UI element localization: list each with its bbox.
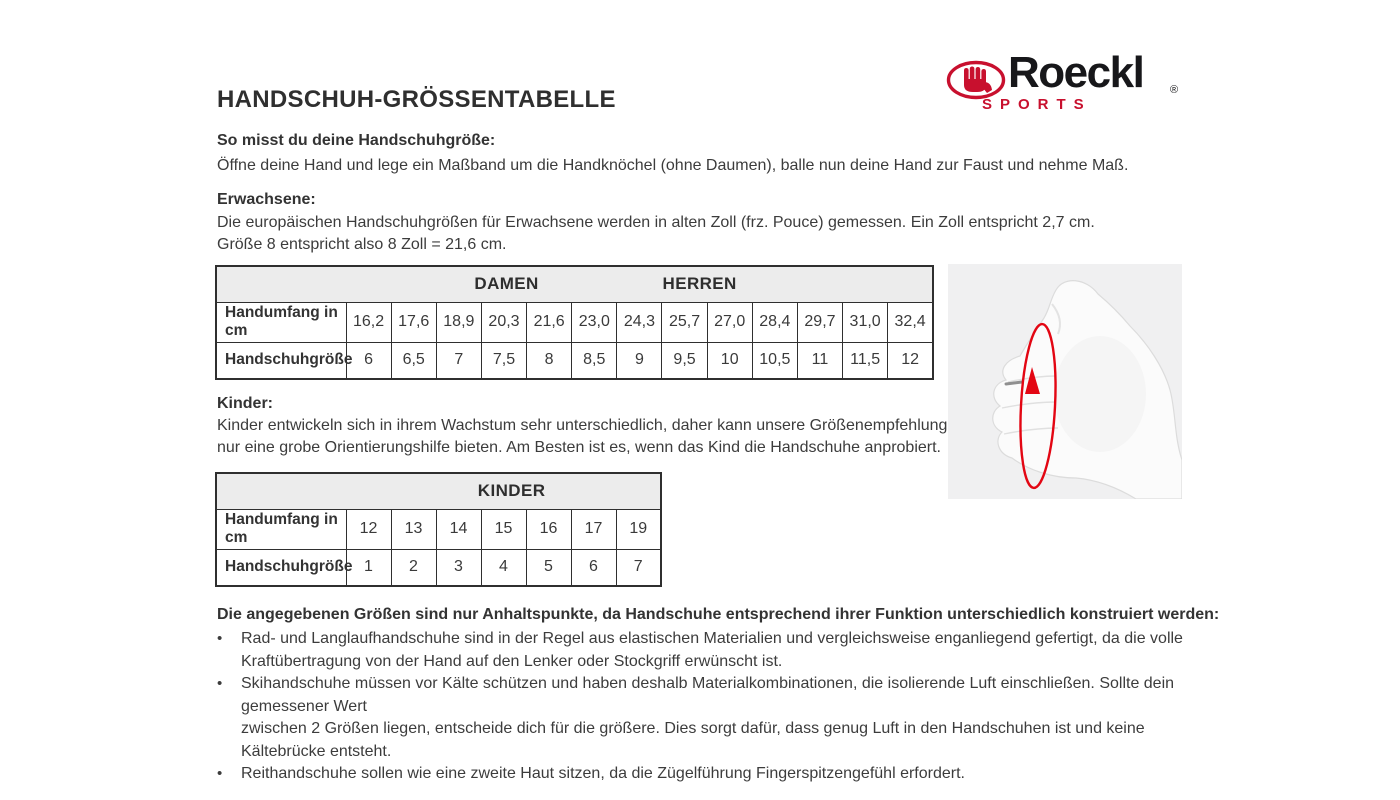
table-cell: 9 bbox=[617, 342, 662, 379]
table-cell: 12 bbox=[346, 509, 391, 549]
table-cell: 18,9 bbox=[436, 302, 481, 342]
adult-size-row bbox=[216, 342, 933, 379]
table-cell: 8 bbox=[527, 342, 572, 379]
bullet-1-line-2: Kraftübertragung von der Hand auf den Lenker oder Stockgriff erwünscht ist. bbox=[241, 652, 783, 670]
table-cell: 25,7 bbox=[662, 302, 707, 342]
adult-table-group-header-row bbox=[216, 266, 933, 302]
bullet-1-line-1: Rad- und Langlaufhandschuhe sind in der Regel aus elastischen Materialien und vergleichsweise enganliegend gefertigt, da die volle bbox=[241, 630, 1183, 647]
table-cell: 5 bbox=[526, 549, 571, 586]
table-cell: 3 bbox=[436, 549, 481, 586]
bullet-icon: • bbox=[217, 675, 223, 692]
kids-size-row bbox=[216, 549, 661, 586]
kids-circumference-row bbox=[216, 509, 661, 549]
table-cell: 16,2 bbox=[346, 302, 391, 342]
table-cell: 28,4 bbox=[752, 302, 797, 342]
page-title: HANDSCHUH-GRÖSSENTABELLE bbox=[217, 86, 616, 113]
bullet-3-line-1: Reithandschuhe sollen wie eine zweite Haut sitzen, da die Zügelführung Fingerspitzengefühl erfordert. bbox=[241, 765, 965, 782]
adult-circumference-row bbox=[216, 302, 933, 342]
adult-size-label: Handschuhgröße bbox=[216, 342, 346, 379]
table-cell: 6 bbox=[346, 342, 391, 379]
adult-table-group-header-cell bbox=[216, 266, 933, 302]
kids-size-table bbox=[215, 472, 662, 587]
table-cell: 20,3 bbox=[481, 302, 526, 342]
table-cell: 8,5 bbox=[572, 342, 617, 379]
table-cell: 9,5 bbox=[662, 342, 707, 379]
table-cell: 29,7 bbox=[797, 302, 842, 342]
bullet-2-line-2: zwischen 2 Größen liegen, entscheide dich für die größere. Dies sorgt dafür, dass genug Luft in den Handschuhen ist und keine Kältebrücke entsteht. bbox=[241, 720, 1145, 760]
table-cell: 13 bbox=[391, 509, 436, 549]
table-cell: 7 bbox=[616, 549, 661, 586]
table-cell: 21,6 bbox=[527, 302, 572, 342]
bullet-icon: • bbox=[217, 630, 223, 647]
table-cell: 24,3 bbox=[617, 302, 662, 342]
table-cell: 4 bbox=[481, 549, 526, 586]
roeckl-hand-oval-icon bbox=[946, 60, 1006, 100]
list-item bbox=[217, 763, 1217, 786]
damen-group-header: DAMEN bbox=[474, 274, 539, 294]
kids-table-group-header-cell bbox=[216, 473, 661, 509]
adult-size-table bbox=[215, 265, 934, 380]
table-cell: 6,5 bbox=[391, 342, 436, 379]
bullet-icon: • bbox=[217, 765, 223, 782]
notes-heading: Die angegebenen Größen sind nur Anhaltspunkte, da Handschuhe entsprechend ihrer Funktion unterschiedlich konstruiert werden: bbox=[217, 606, 1220, 623]
kids-heading: Kinder: bbox=[217, 395, 273, 412]
kinder-group-header: KINDER bbox=[477, 481, 546, 501]
notes-bullet-list bbox=[217, 628, 1217, 786]
table-cell: 14 bbox=[436, 509, 481, 549]
table-cell: 19 bbox=[616, 509, 661, 549]
list-item bbox=[217, 673, 1217, 763]
kids-table-group-header-row bbox=[216, 473, 661, 509]
table-cell: 16 bbox=[526, 509, 571, 549]
measure-heading: So misst du deine Handschuhgröße: bbox=[217, 132, 496, 149]
table-cell: 27,0 bbox=[707, 302, 752, 342]
table-cell: 10,5 bbox=[752, 342, 797, 379]
measure-text-line: Öffne deine Hand und lege ein Maßband um die Handknöchel (ohne Daumen), balle nun deine Hand zur Faust und nehme Maß. bbox=[217, 157, 1129, 174]
herren-group-header: HERREN bbox=[662, 274, 737, 294]
kids-text-line-2: nur eine grobe Orientierungshilfe bieten. Am Besten ist es, wenn das Kind die Handschuhe anprobiert. bbox=[217, 439, 941, 456]
adults-text-line-1: Die europäischen Handschuhgrößen für Erwachsene werden in alten Zoll (frz. Pouce) gemessen. Ein Zoll entspricht 2,7 cm. bbox=[217, 214, 1095, 231]
table-cell: 12 bbox=[888, 342, 933, 379]
table-cell: 1 bbox=[346, 549, 391, 586]
table-cell: 17,6 bbox=[391, 302, 436, 342]
kids-text-line-1: Kinder entwickeln sich in ihrem Wachstum sehr unterschiedlich, daher kann unsere Größenempfehlung bbox=[217, 417, 948, 434]
hand-measurement-illustration bbox=[948, 264, 1182, 499]
table-cell: 32,4 bbox=[888, 302, 933, 342]
table-cell: 31,0 bbox=[843, 302, 888, 342]
roeckl-sports-logo bbox=[946, 48, 1186, 116]
table-cell: 2 bbox=[391, 549, 436, 586]
table-cell: 7 bbox=[436, 342, 481, 379]
table-cell: 15 bbox=[481, 509, 526, 549]
bullet-2-line-1: Skihandschuhe müssen vor Kälte schützen und haben deshalb Materialkombinationen, die isolierende Luft einschließen. Sollte dein gemessener Wert bbox=[241, 675, 1175, 715]
logo-registered-mark: ® bbox=[1170, 84, 1179, 96]
logo-sports-text: SPORTS bbox=[982, 96, 1092, 113]
kids-size-label: Handschuhgröße bbox=[216, 549, 346, 586]
adult-circumference-label: Handumfang in cm bbox=[216, 302, 346, 342]
table-cell: 11,5 bbox=[843, 342, 888, 379]
logo-brand-text: Roeckl bbox=[1008, 48, 1144, 97]
adults-heading: Erwachsene: bbox=[217, 191, 316, 208]
table-cell: 6 bbox=[571, 549, 616, 586]
table-cell: 23,0 bbox=[572, 302, 617, 342]
table-cell: 10 bbox=[707, 342, 752, 379]
table-cell: 11 bbox=[797, 342, 842, 379]
kids-circumference-label: Handumfang in cm bbox=[216, 509, 346, 549]
table-cell: 17 bbox=[571, 509, 616, 549]
list-item bbox=[217, 628, 1217, 673]
table-cell: 7,5 bbox=[481, 342, 526, 379]
adults-text-line-2: Größe 8 entspricht also 8 Zoll = 21,6 cm. bbox=[217, 236, 507, 253]
